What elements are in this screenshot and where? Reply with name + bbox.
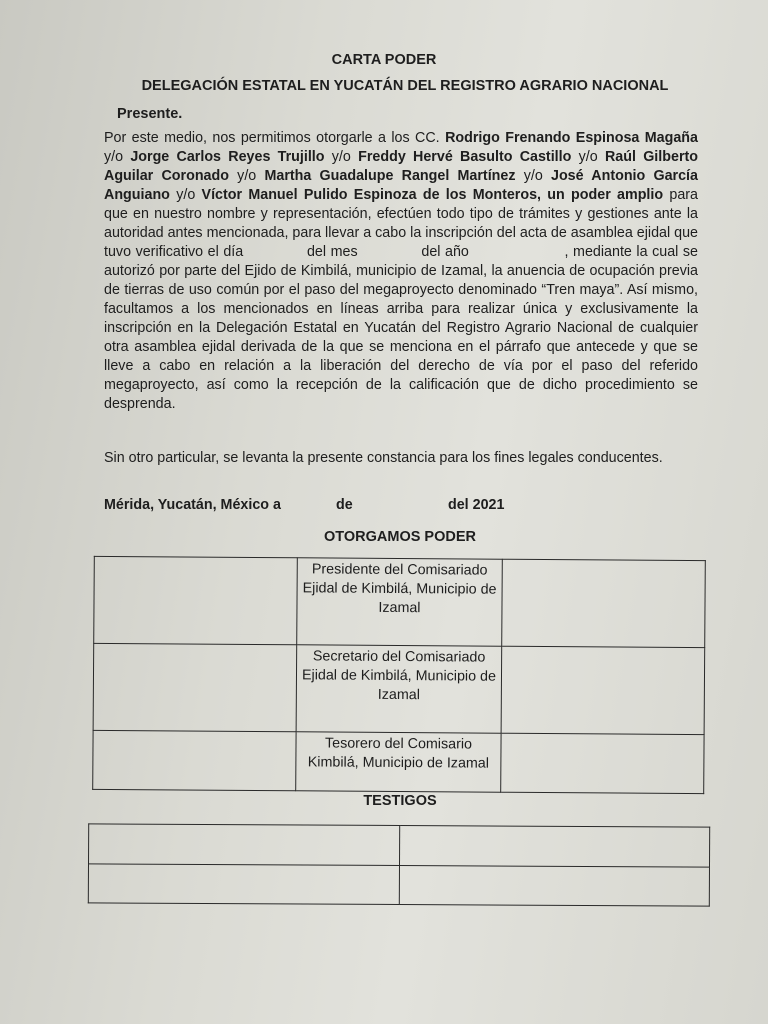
grantee-name-5: Martha Guadalupe Rangel Martínez (264, 168, 516, 184)
table-row (93, 643, 705, 734)
grant-heading: OTORGAMOS PODER (324, 529, 476, 545)
separator: y/o (104, 149, 131, 165)
addressee: DELEGACIÓN ESTATAL EN YUCATÁN DEL REGISTRO AGRARIO NACIONAL (141, 78, 669, 94)
separator: y/o (169, 187, 202, 203)
grantee-name-7: Víctor Manuel Pulido Espinoza de los Monteros, un poder amplio (201, 187, 664, 203)
signature-cell-left (93, 643, 297, 731)
witness-heading: TESTIGOS (363, 793, 437, 809)
witness-cell (89, 824, 400, 865)
separator: y/o (515, 168, 551, 184)
signature-cell-left (94, 556, 298, 644)
body-purpose: para que en nuestro nombre y representación, efectúen todo tipo de trámites y gestiones ante la autoridad antes mencionada, para llevar a cabo la inscripción del acta de asamblea ejidal que tuvo verificativo el día del mes del año , mediante la cual se autorizó por parte del Ejido de Kimbilá, municipio de Izamal, la anuencia de ocupación previa de tierras de uso común por el paso del megaproyecto denominado “Tren maya”. Así mismo, facultamos a los mencionados en líneas arriba para realizar única y exclusivamente la inscripción en la Delegación Estatal en Yucatán del Registro Agrario Nacional de cualquier otra asamblea ejidal derivada de la que se menciona en el párrafo que antecede y que se lleve a cabo en relación a la liberación del derecho de vía por el paso del referido megaproyecto, así como la recepción de la calificación que de dicho procedimiento se desprenda. (104, 187, 702, 412)
grantee-name-6: José Antonio García Anguiano (104, 168, 698, 203)
signature-cell-left (93, 730, 297, 791)
witness-table (88, 823, 710, 906)
witness-cell (399, 865, 710, 906)
separator: y/o (324, 149, 359, 165)
table-row (88, 863, 709, 906)
date-de-text: de (336, 497, 353, 513)
grantee-name-1: Rodrigo Frenando Espinosa Magaña (445, 130, 698, 146)
signature-cell-right (500, 733, 704, 794)
role-cell: Secretario del Comisariado Ejidal de Kimbilá, Municipio de Izamal (297, 645, 502, 733)
separator: y/o (571, 149, 605, 165)
document-title: CARTA PODER (331, 52, 437, 68)
place-text: Mérida, Yucatán, México a (104, 497, 281, 513)
body-intro: Por este medio, nos permitimos otorgarle a los CC. (104, 130, 446, 146)
signature-cell-right (501, 646, 705, 734)
grantee-name-2: Jorge Carlos Reyes Trujillo (130, 149, 325, 165)
greeting: Presente. (117, 106, 183, 122)
grantors-table (92, 556, 706, 794)
table-row (89, 824, 710, 867)
signature-cell-right (501, 559, 705, 647)
role-cell: Tesorero del Comisario Kimbilá, Municipio de Izamal (296, 731, 500, 792)
witness-cell (399, 826, 710, 867)
table-row (94, 556, 706, 647)
body-paragraph (104, 129, 702, 414)
grantee-name-4: Raúl Gilberto Aguilar Coronado (104, 149, 698, 184)
separator: y/o (228, 168, 265, 184)
date-year-text: del 2021 (448, 497, 505, 513)
closing-paragraph: Sin otro particular, se levanta la presente constancia para los fines legales conducentes. (104, 450, 663, 466)
table-row (93, 730, 704, 794)
role-cell: Presidente del Comisariado Ejidal de Kimbilá, Municipio de Izamal (297, 558, 502, 646)
grantee-name-3: Freddy Hervé Basulto Castillo (358, 149, 572, 165)
witness-cell (88, 863, 399, 904)
